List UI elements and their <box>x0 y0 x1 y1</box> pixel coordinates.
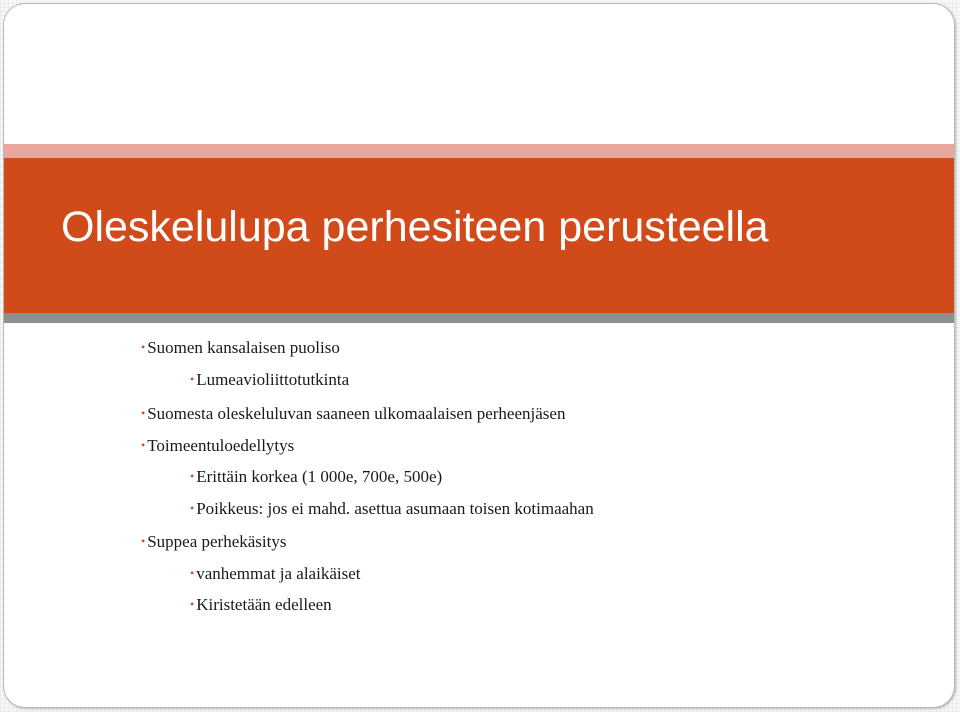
bullet-text: Suomen kansalaisen puoliso <box>147 338 340 357</box>
bullet-item <box>190 369 349 390</box>
bullet-dot-icon: • <box>141 534 146 548</box>
bullet-list <box>4 4 954 707</box>
bullet-item <box>141 435 294 456</box>
bullet-dot-icon: • <box>190 597 195 611</box>
bullet-item <box>190 466 442 487</box>
bullet-dot-icon: • <box>141 406 146 420</box>
bullet-item <box>190 498 594 519</box>
bullet-text: Suomesta oleskeluluvan saaneen ulkomaalaisen perheenjäsen <box>147 404 566 423</box>
bullet-item <box>141 337 340 358</box>
bullet-dot-icon: • <box>190 566 195 580</box>
bullet-text: Kiristetään edelleen <box>196 595 332 614</box>
bullet-text: Toimeentuloedellytys <box>147 436 295 455</box>
bullet-text: Suppea perhekäsitys <box>147 532 287 551</box>
bullet-dot-icon: • <box>190 372 195 386</box>
bullet-dot-icon: • <box>141 340 146 354</box>
bullet-item <box>190 563 360 584</box>
bullet-item <box>141 403 565 424</box>
slide-title: Oleskelulupa perhesiteen perusteella <box>61 203 769 251</box>
bullet-text: Lumeavioliittotutkinta <box>196 370 350 389</box>
bullet-item <box>190 594 332 615</box>
bullet-dot-icon: • <box>190 469 195 483</box>
bullet-text: vanhemmat ja alaikäiset <box>196 564 361 583</box>
bullet-dot-icon: • <box>141 438 146 452</box>
bullet-text: Poikkeus: jos ei mahd. asettua asumaan toisen kotimaahan <box>196 499 594 518</box>
bullet-dot-icon: • <box>190 501 195 515</box>
slide-card <box>3 3 955 708</box>
bullet-text: Erittäin korkea (1 000e, 700e, 500e) <box>196 467 443 486</box>
bullet-item <box>141 531 286 552</box>
